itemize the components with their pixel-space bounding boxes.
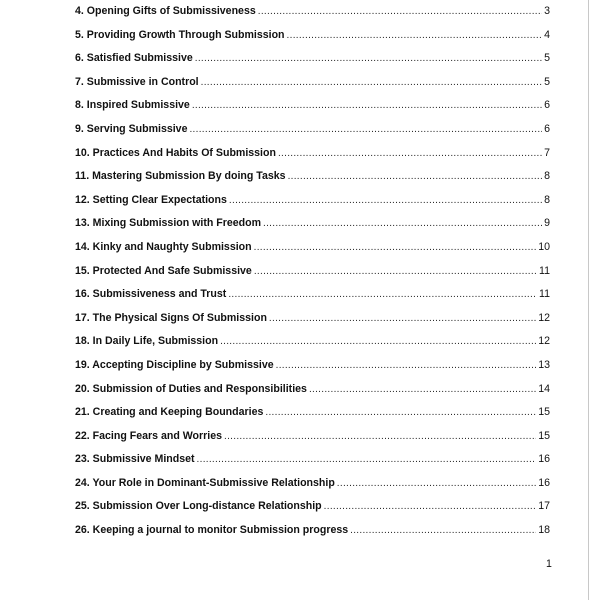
toc-entry[interactable] bbox=[75, 287, 550, 311]
dot-leader bbox=[324, 500, 537, 514]
toc-entry-page[interactable]: 6 bbox=[544, 99, 550, 112]
table-of-contents bbox=[75, 4, 550, 547]
toc-entry-title[interactable]: 15. Protected And Safe Submissive bbox=[75, 264, 252, 277]
toc-entry[interactable] bbox=[75, 334, 550, 358]
toc-entry[interactable] bbox=[75, 429, 550, 453]
toc-entry-title[interactable]: 5. Providing Growth Through Submission bbox=[75, 28, 285, 41]
dot-leader bbox=[254, 265, 537, 279]
toc-entry[interactable] bbox=[75, 452, 550, 476]
toc-entry-title[interactable]: 24. Your Role in Dominant-Submissive Relationship bbox=[75, 476, 335, 489]
dot-leader bbox=[192, 99, 542, 113]
toc-entry-title[interactable]: 16. Submissiveness and Trust bbox=[75, 288, 227, 301]
toc-entry-title[interactable]: 14. Kinky and Naughty Submission bbox=[75, 240, 252, 253]
toc-entry-title[interactable]: 7. Submissive in Control bbox=[75, 75, 199, 88]
toc-entry-page[interactable]: 8 bbox=[544, 170, 550, 183]
toc-entry-title[interactable]: 10. Practices And Habits Of Submission bbox=[75, 146, 276, 159]
toc-entry-title[interactable]: 23. Submissive Mindset bbox=[75, 453, 195, 466]
dot-leader bbox=[350, 524, 536, 538]
dot-leader bbox=[263, 217, 542, 231]
dot-leader bbox=[265, 406, 536, 420]
toc-entry-title[interactable]: 11. Mastering Submission By doing Tasks bbox=[75, 170, 286, 183]
dot-leader bbox=[278, 147, 542, 161]
toc-entry[interactable] bbox=[75, 382, 550, 406]
toc-entry[interactable] bbox=[75, 405, 550, 429]
dot-leader bbox=[309, 383, 536, 397]
toc-entry-title[interactable]: 18. In Daily Life, Submission bbox=[75, 335, 219, 348]
toc-entry[interactable] bbox=[75, 75, 550, 99]
toc-entry[interactable] bbox=[75, 98, 550, 122]
toc-entry[interactable] bbox=[75, 311, 550, 335]
toc-entry-page[interactable]: 8 bbox=[544, 193, 550, 206]
toc-entry-title[interactable]: 21. Creating and Keeping Boundaries bbox=[75, 406, 264, 419]
toc-entry-page[interactable]: 7 bbox=[544, 146, 550, 159]
toc-entry-page[interactable]: 12 bbox=[538, 335, 550, 348]
toc-entry-page[interactable]: 6 bbox=[544, 122, 550, 135]
toc-entry[interactable] bbox=[75, 122, 550, 146]
dot-leader bbox=[195, 52, 542, 66]
toc-entry-page[interactable]: 11 bbox=[539, 264, 550, 277]
dot-leader bbox=[288, 170, 543, 184]
toc-entry[interactable] bbox=[75, 146, 550, 170]
toc-entry-page[interactable]: 4 bbox=[544, 28, 550, 41]
dot-leader bbox=[201, 76, 542, 90]
toc-entry-title[interactable]: 4. Opening Gifts of Submissiveness bbox=[75, 5, 256, 17]
toc-entry-title[interactable]: 22. Facing Fears and Worries bbox=[75, 429, 222, 442]
toc-entry-title[interactable]: 9. Serving Submissive bbox=[75, 122, 188, 135]
toc-entry[interactable] bbox=[75, 51, 550, 75]
toc-entry[interactable] bbox=[75, 358, 550, 382]
toc-entry-title[interactable]: 25. Submission Over Long-distance Relationship bbox=[75, 500, 322, 513]
toc-entry-title[interactable]: 17. The Physical Signs Of Submission bbox=[75, 311, 267, 324]
toc-entry-page[interactable]: 11 bbox=[539, 288, 550, 301]
toc-entry[interactable] bbox=[75, 216, 550, 240]
toc-entry-title[interactable]: 6. Satisfied Submissive bbox=[75, 52, 193, 65]
toc-entry-page[interactable]: 16 bbox=[538, 453, 550, 466]
toc-entry-title[interactable]: 20. Submission of Duties and Responsibilities bbox=[75, 382, 307, 395]
toc-entry-page[interactable]: 3 bbox=[544, 5, 550, 17]
toc-entry-title[interactable]: 19. Accepting Discipline by Submissive bbox=[75, 358, 274, 371]
toc-entry-page[interactable]: 15 bbox=[538, 429, 550, 442]
dot-leader bbox=[224, 430, 536, 444]
toc-entry[interactable] bbox=[75, 523, 550, 547]
dot-leader bbox=[197, 453, 537, 467]
toc-entry-page[interactable]: 9 bbox=[544, 217, 550, 230]
dot-leader bbox=[229, 194, 542, 208]
dot-leader bbox=[287, 29, 543, 43]
toc-entry[interactable] bbox=[75, 264, 550, 288]
page-number: 1 bbox=[546, 558, 552, 570]
dot-leader bbox=[220, 335, 536, 349]
toc-entry-page[interactable]: 17 bbox=[538, 500, 550, 513]
toc-entry[interactable] bbox=[75, 240, 550, 264]
dot-leader bbox=[337, 477, 536, 491]
dot-leader bbox=[269, 312, 536, 326]
toc-entry-page[interactable]: 14 bbox=[538, 382, 550, 395]
dot-leader bbox=[258, 5, 542, 19]
toc-entry[interactable] bbox=[75, 169, 550, 193]
toc-entry-page[interactable]: 5 bbox=[544, 75, 550, 88]
toc-entry-title[interactable]: 13. Mixing Submission with Freedom bbox=[75, 217, 262, 230]
toc-entry[interactable] bbox=[75, 28, 550, 52]
toc-entry-title[interactable]: 8. Inspired Submissive bbox=[75, 99, 190, 112]
toc-entry[interactable] bbox=[75, 4, 550, 28]
toc-entry[interactable] bbox=[75, 499, 550, 523]
toc-entry-page[interactable]: 5 bbox=[544, 52, 550, 65]
toc-entry[interactable] bbox=[75, 193, 550, 217]
dot-leader bbox=[189, 123, 542, 137]
toc-entry-page[interactable]: 13 bbox=[538, 358, 550, 371]
toc-entry-title[interactable]: 12. Setting Clear Expectations bbox=[75, 193, 227, 206]
toc-entry-page[interactable]: 12 bbox=[538, 311, 550, 324]
dot-leader bbox=[228, 288, 537, 302]
toc-entry-page[interactable]: 15 bbox=[538, 406, 550, 419]
dot-leader bbox=[254, 241, 537, 255]
toc-entry-page[interactable]: 16 bbox=[538, 476, 550, 489]
toc-entry[interactable] bbox=[75, 476, 550, 500]
toc-entry-page[interactable]: 10 bbox=[538, 240, 550, 253]
toc-entry-title[interactable]: 26. Keeping a journal to monitor Submission progress bbox=[75, 524, 349, 537]
toc-entry-page[interactable]: 18 bbox=[538, 524, 550, 537]
dot-leader bbox=[276, 359, 537, 373]
